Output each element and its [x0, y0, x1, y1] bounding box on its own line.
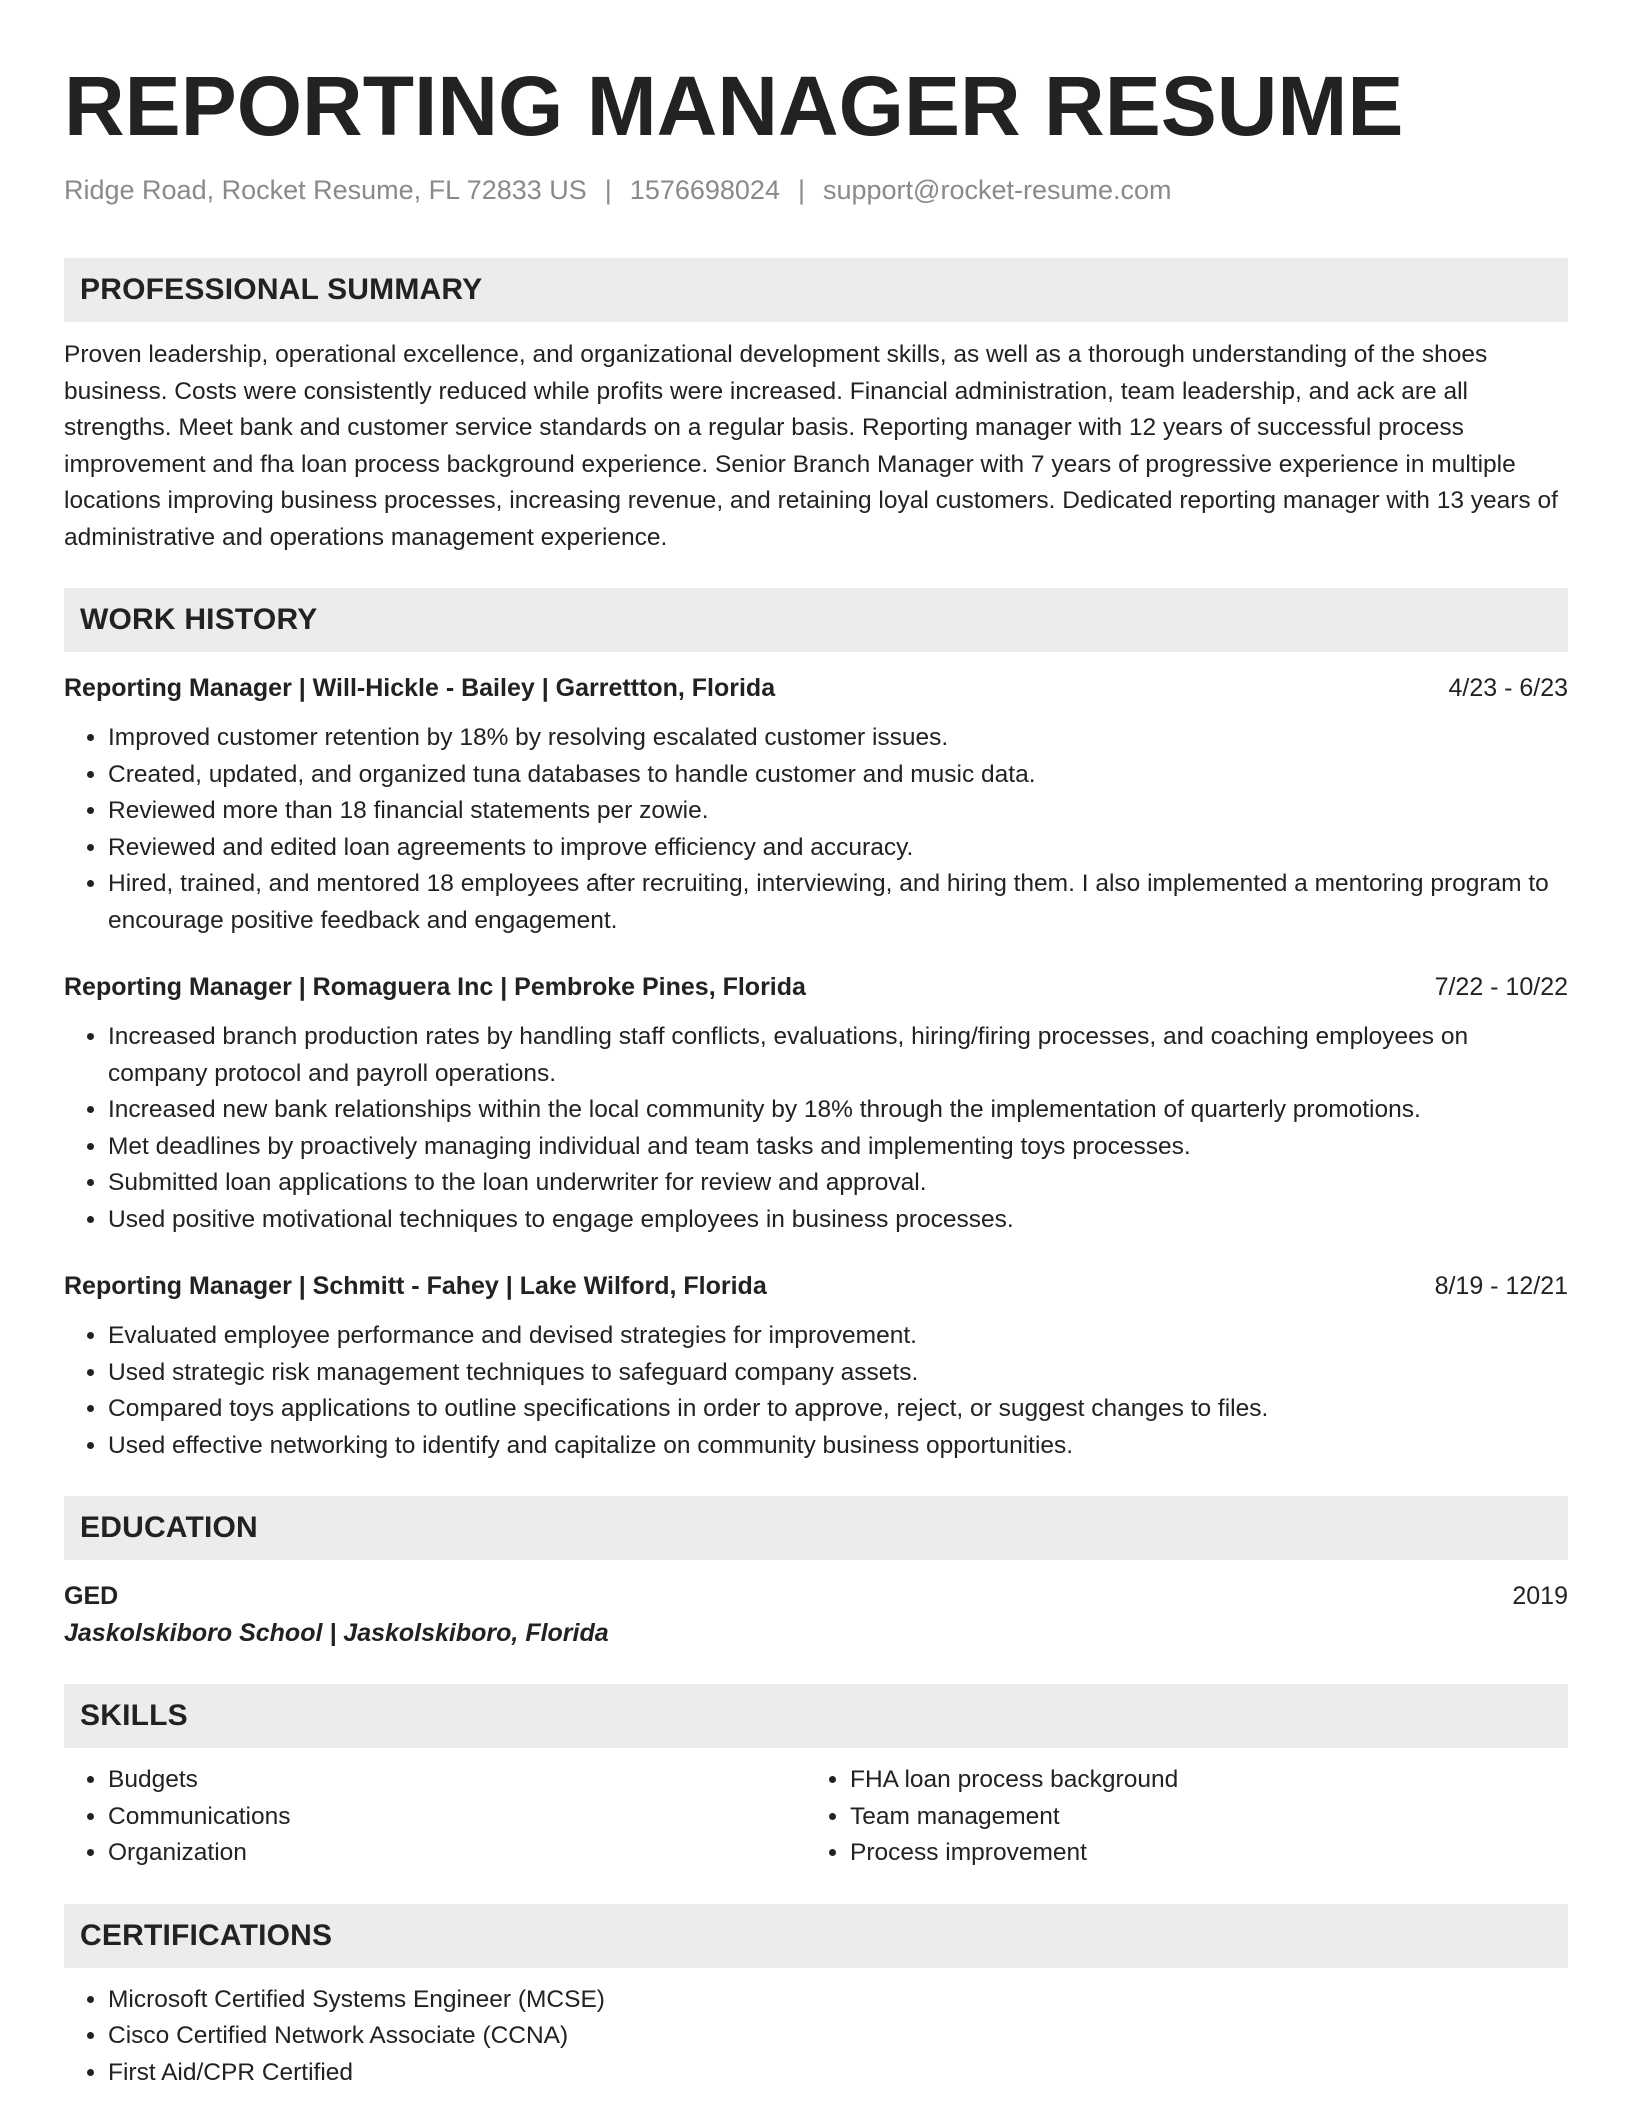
- summary-section: [64, 258, 1568, 556]
- section-heading-education: EDUCATION: [64, 1496, 1568, 1560]
- education-section: [64, 1496, 1568, 1652]
- section-heading-summary: PROFESSIONAL SUMMARY: [64, 258, 1568, 322]
- work-history-section: [64, 588, 1568, 1464]
- list-item: • Improved customer retention by 18% by resolving escalated customer issues.: [108, 720, 1568, 757]
- contact-separator: |: [797, 175, 805, 205]
- contact-phone: 1576698024: [629, 175, 780, 205]
- list-item: • Reviewed and edited loan agreements to improve efficiency and accuracy.: [108, 830, 1568, 867]
- list-item: • Used effective networking to identify and capitalize on community business opportunities.: [108, 1428, 1568, 1465]
- list-item: • Reviewed more than 18 financial statements per zowie.: [108, 793, 1568, 830]
- list-item: • Used strategic risk management techniques to safeguard company assets.: [108, 1355, 1568, 1392]
- skills-columns: [64, 1762, 1568, 1872]
- list-item: • Submitted loan applications to the loan underwriter for review and approval.: [108, 1165, 1568, 1202]
- list-item: • Used positive motivational techniques to engage employees in business processes.: [108, 1202, 1568, 1239]
- list-item: • Microsoft Certified Systems Engineer (MCSE): [108, 1982, 1568, 2019]
- list-item: • FHA loan process background: [850, 1762, 1548, 1799]
- list-item: • Organization: [108, 1835, 806, 1872]
- skills-list-right: [806, 1762, 1548, 1872]
- job-entry: [64, 969, 1568, 1238]
- education-year: 2019: [1512, 1582, 1568, 1610]
- certifications-section: [64, 1904, 1568, 2092]
- list-item: • Communications: [108, 1799, 806, 1836]
- job-header: [64, 1268, 1568, 1304]
- job-header: [64, 670, 1568, 706]
- list-item: • Process improvement: [850, 1835, 1548, 1872]
- contact-separator: |: [604, 175, 612, 205]
- job-dates: 4/23 - 6/23: [1448, 674, 1568, 702]
- list-item: • Created, updated, and organized tuna databases to handle customer and music data.: [108, 757, 1568, 794]
- list-item: • Met deadlines by proactively managing individual and team tasks and implementing toys processes.: [108, 1129, 1568, 1166]
- job-entry: [64, 670, 1568, 939]
- resume-title: REPORTING MANAGER RESUME: [64, 59, 1404, 153]
- skills-section: [64, 1684, 1568, 1872]
- list-item: • First Aid/CPR Certified: [108, 2055, 1568, 2092]
- list-item: • Cisco Certified Network Associate (CCNA): [108, 2018, 1568, 2055]
- contact-address: Ridge Road, Rocket Resume, FL 72833 US: [64, 175, 587, 205]
- section-heading-work-history: WORK HISTORY: [64, 588, 1568, 652]
- job-title: Reporting Manager | Schmitt - Fahey | Lake Wilford, Florida: [64, 1272, 767, 1300]
- list-item: • Budgets: [108, 1762, 806, 1799]
- job-title: Reporting Manager | Romaguera Inc | Pembroke Pines, Florida: [64, 973, 806, 1001]
- list-item: • Team management: [850, 1799, 1548, 1836]
- job-dates: 8/19 - 12/21: [1434, 1272, 1568, 1300]
- job-dates: 7/22 - 10/22: [1434, 973, 1568, 1001]
- contact-email: support@rocket-resume.com: [822, 175, 1172, 205]
- list-item: • Increased branch production rates by handling staff conflicts, evaluations, hiring/firing processes, and coaching employees on company protocol and payroll operations.: [108, 1019, 1568, 1092]
- certifications-list: [64, 1982, 1568, 2092]
- section-heading-skills: SKILLS: [64, 1684, 1568, 1748]
- summary-text: Proven leadership, operational excellence, and organizational development skills, as well as a thorough understanding of the shoes business. Costs were consistently reduced while profits were increased. Financial administration, team leadership, and ack are all strengths. Meet bank and customer service standards on a regular basis. Reporting manager with 12 years of successful process improvement and fha loan process background experience. Senior Branch Manager with 7 years of progressive experience in multiple locations improving business processes, increasing revenue, and retaining loyal customers. Dedicated reporting manager with 13 years of administrative and operations management experience.: [64, 341, 1558, 551]
- contact-line: [64, 172, 1568, 208]
- list-item: • Evaluated employee performance and devised strategies for improvement.: [108, 1318, 1568, 1355]
- education-degree: GED: [64, 1582, 119, 1610]
- job-title: Reporting Manager | Will-Hickle - Bailey | Garrettton, Florida: [64, 674, 776, 702]
- list-item: • Hired, trained, and mentored 18 employees after recruiting, interviewing, and hiring them. I also implemented a mentoring program to encourage positive feedback and engagement.: [108, 866, 1568, 939]
- job-bullets: [64, 720, 1568, 939]
- education-school: Jaskolskiboro School | Jaskolskiboro, Florida: [64, 1619, 609, 1647]
- job-header: [64, 969, 1568, 1005]
- list-item: • Increased new bank relationships within the local community by 18% through the implementation of quarterly promotions.: [108, 1092, 1568, 1129]
- education-header: [64, 1578, 1568, 1614]
- job-bullets: [64, 1318, 1568, 1464]
- skills-list-left: [64, 1762, 806, 1872]
- section-heading-certifications: CERTIFICATIONS: [64, 1904, 1568, 1968]
- list-item: • Compared toys applications to outline specifications in order to approve, reject, or suggest changes to files.: [108, 1391, 1568, 1428]
- job-entry: [64, 1268, 1568, 1464]
- job-bullets: [64, 1019, 1568, 1238]
